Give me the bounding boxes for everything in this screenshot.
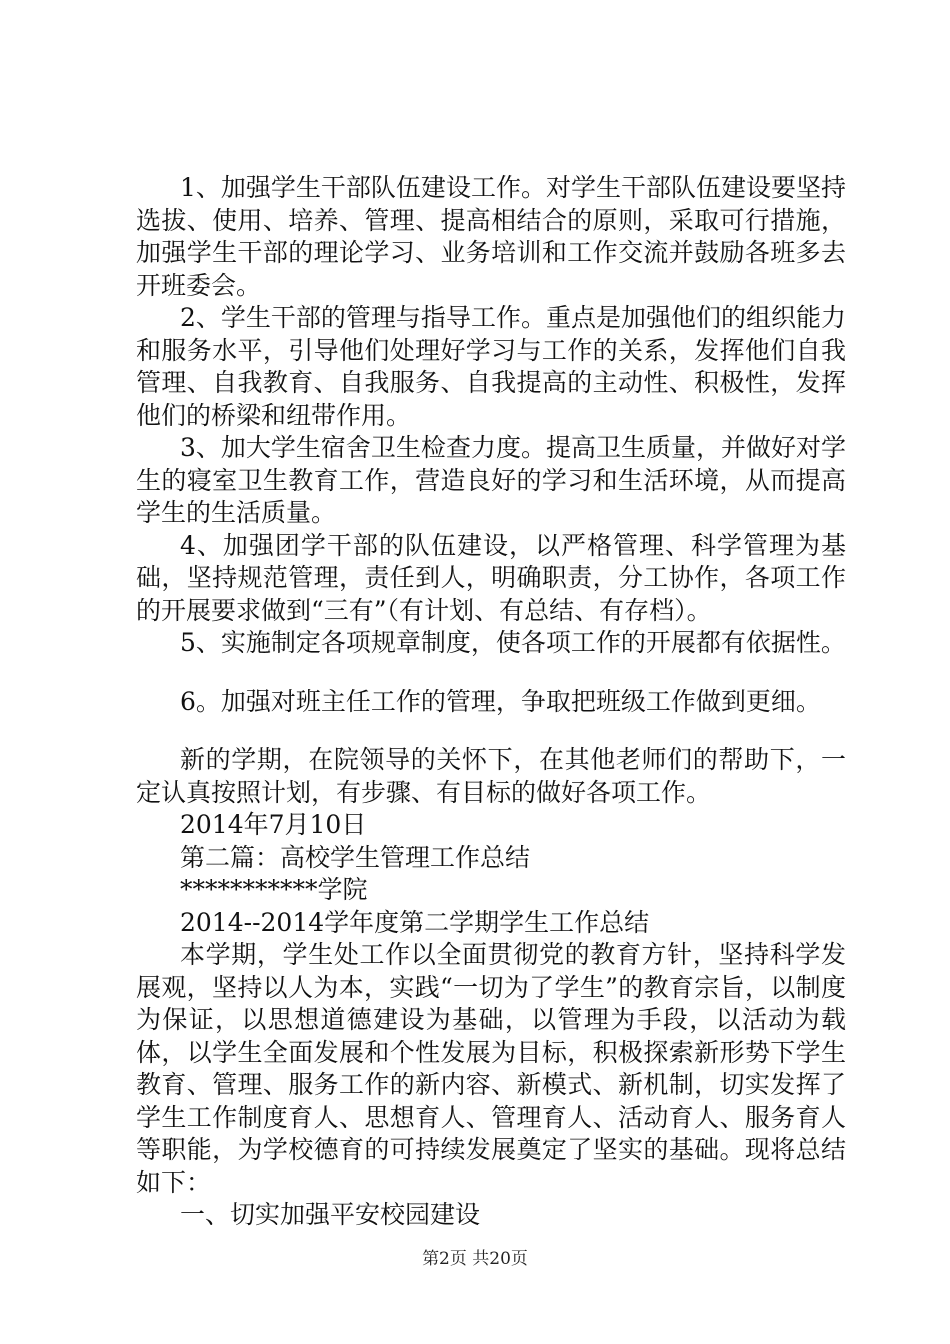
college-name: ***********学院 — [180, 875, 368, 904]
section-heading: 第二篇：高校学生管理工作总结 — [180, 842, 531, 872]
report-title: 2014--2014学年度第二学期学生工作总结 — [180, 907, 650, 937]
date-line: 2014年7月10日 — [180, 810, 367, 839]
document-body — [136, 172, 846, 1232]
paragraph-item-3: 3、加大学生宿舍卫生检查力度。提高卫生质量，并做好对学生的寝室卫生教育工作，营造良好的学习和生活环境，从而提高学生的生活质量。 — [136, 433, 846, 527]
paragraph-item-5: 5、实施制定各项规章制度，使各项工作的开展都有依据性。 — [180, 628, 846, 657]
paragraph-item-2: 2、学生干部的管理与指导工作。重点是加强他们的组织能力和服务水平，引导他们处理好学习与工作的关系，发挥他们自我管理、自我教育、自我服务、自我提高的主动性、积极性，发挥他们的桥梁和纽带作用。 — [136, 303, 846, 430]
paragraph-item-1: 1、加强学生干部队伍建设工作。对学生干部队伍建设要坚持选拔、使用、培养、管理、提高相结合的原则，采取可行措施，加强学生干部的理论学习、业务培训和工作交流并鼓励各班多去开班委会。 — [136, 173, 846, 300]
closing-paragraph: 新的学期，在院领导的关怀下，在其他老师们的帮助下，一定认真按照计划，有步骤、有目标的做好各项工作。 — [136, 745, 846, 807]
paragraph-item-6: 6。加强对班主任工作的管理，争取把班级工作做到更细。 — [180, 686, 821, 716]
paragraph-item-4: 4、加强团学干部的队伍建设，以严格管理、科学管理为基础，坚持规范管理，责任到人，明确职责，分工协作，各项工作的开展要求做到“三有”（有计划、有总结、有存档）。 — [136, 530, 846, 625]
subsection-heading: 一、切实加强平安校园建设 — [180, 1200, 481, 1229]
intro-paragraph: 本学期，学生处工作以全面贯彻党的教育方针，坚持科学发展观，坚持以人为本，实践“一切为了学生”的教育宗旨，以制度为保证，以思想道德建设为基础，以管理为手段，以活动为载体，以学生全面发展和个性发展为目标，积极探索新形势下学生教育、管理、服务工作的新内容、新模式、新机制，切实发挥了学生工作制度育人、思想育人、管理育人、活动育人、服务育人等职能，为学校德育的可持续发展奠定了坚实的基础。现将总结如下： — [136, 940, 846, 1197]
page-footer: 第2页 共20页 — [422, 1249, 528, 1269]
